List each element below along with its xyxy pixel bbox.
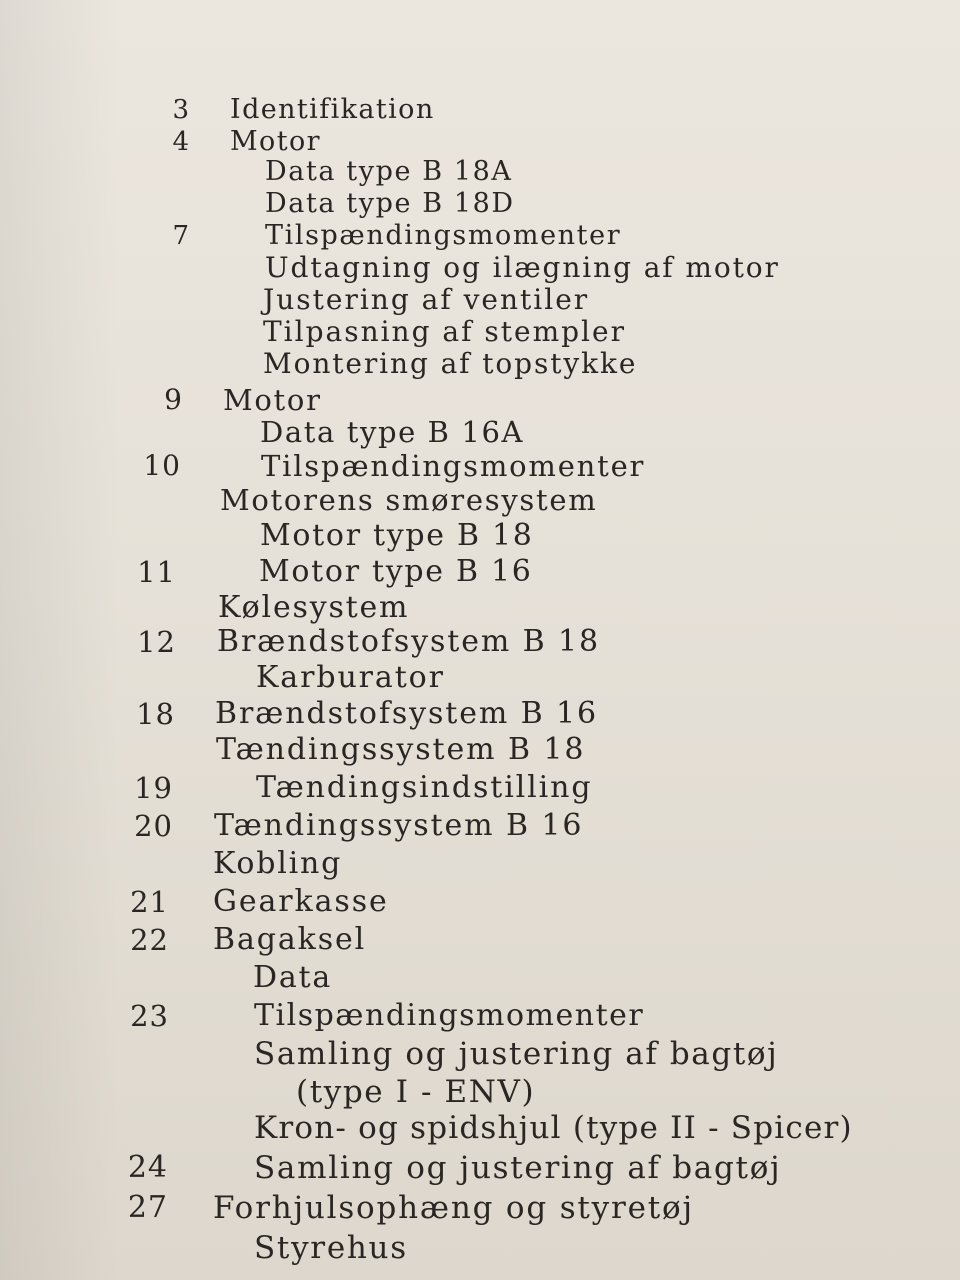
toc-entry bbox=[0, 1230, 960, 1266]
toc-entry-title: Data type B 18D bbox=[265, 188, 515, 219]
toc-entry bbox=[0, 808, 960, 844]
toc-entry-title: Data type B 16A bbox=[260, 415, 525, 449]
toc-entry bbox=[0, 92, 960, 128]
toc-page-number: 24 bbox=[127, 1150, 168, 1185]
toc-entry-title: Bagaksel bbox=[213, 922, 367, 957]
toc-entry bbox=[0, 770, 960, 806]
toc-page-number bbox=[116, 590, 176, 626]
toc-page-number: 22 bbox=[130, 923, 169, 957]
toc-entry-title: Tilspændingsmomenter bbox=[265, 220, 622, 251]
toc-page-number: 11 bbox=[137, 555, 176, 589]
toc-entry-title: Karburator bbox=[256, 660, 445, 695]
toc-entry-title: Tændingsindstilling bbox=[256, 770, 593, 805]
toc-entry-title: Motor bbox=[223, 383, 322, 417]
toc-entry-title: (type I - ENV) bbox=[296, 1074, 536, 1110]
toc-entry bbox=[0, 218, 960, 254]
toc-page-number: 12 bbox=[137, 625, 176, 659]
toc-entry bbox=[0, 624, 960, 660]
toc-entry-title: Tilspændingsmomenter bbox=[254, 998, 645, 1033]
toc-entry-title: Tændingssystem B 18 bbox=[216, 732, 586, 767]
toc-entry bbox=[0, 696, 960, 732]
toc-entry bbox=[0, 960, 960, 996]
toc-entry-title: Styrehus bbox=[254, 1230, 408, 1266]
toc-entry bbox=[0, 922, 960, 958]
toc-page-number bbox=[108, 1230, 168, 1266]
toc-page-number: 18 bbox=[136, 697, 175, 731]
toc-entry-title: Data bbox=[253, 960, 333, 995]
toc-entry bbox=[0, 314, 960, 350]
toc-entry bbox=[0, 448, 960, 484]
toc-entry bbox=[0, 732, 960, 768]
toc-page-number bbox=[130, 154, 190, 190]
toc-entry bbox=[0, 1074, 960, 1110]
toc-entry bbox=[0, 846, 960, 882]
toc-page-number: 10 bbox=[143, 449, 181, 482]
toc-entry-title: Montering af topstykke bbox=[263, 347, 638, 380]
toc-entry-title: Tilspændingsmomenter bbox=[261, 449, 646, 483]
toc-page-number bbox=[109, 1110, 169, 1146]
toc-page-number: 4 bbox=[172, 127, 190, 157]
toc-page-number bbox=[121, 482, 181, 518]
toc-entry bbox=[0, 346, 960, 382]
toc-entry bbox=[0, 590, 960, 626]
toc-page-number bbox=[130, 346, 190, 382]
toc-entry-title: Kron- og spidshjul (type II - Spicer) bbox=[254, 1110, 853, 1146]
toc-entry-title: Forhjulsophæng og styretøj bbox=[213, 1190, 694, 1226]
toc-entry bbox=[0, 884, 960, 920]
toc-page-number bbox=[109, 1074, 169, 1110]
toc-entry-title: Brændstofsystem B 18 bbox=[217, 624, 601, 659]
toc-entry-title: Motor bbox=[230, 126, 321, 157]
toc-entry-title: Justering af ventiler bbox=[263, 283, 590, 316]
toc-page-number bbox=[121, 518, 181, 554]
toc-page-number: 23 bbox=[130, 999, 169, 1033]
toc-entry bbox=[0, 154, 960, 190]
toc-page-number bbox=[115, 732, 175, 768]
toc-page-number bbox=[109, 1036, 169, 1072]
toc-entry-title: Motor type B 16 bbox=[259, 554, 533, 589]
toc-page-number bbox=[130, 186, 190, 222]
toc-page-number: 20 bbox=[134, 809, 173, 843]
toc-page-number bbox=[123, 414, 183, 450]
toc-entry-title: Kobling bbox=[213, 846, 343, 881]
toc-entry bbox=[0, 186, 960, 222]
toc-page-number: 19 bbox=[134, 771, 173, 805]
toc-entry bbox=[0, 554, 960, 590]
toc-entry-title: Motor type B 18 bbox=[260, 518, 534, 553]
toc-entry-title: Kølesystem bbox=[218, 590, 410, 625]
toc-entry-title: Udtagning og ilægning af motor bbox=[265, 251, 780, 284]
toc-entry-title: Brændstofsystem B 16 bbox=[215, 696, 599, 731]
toc-page-number: 21 bbox=[130, 885, 169, 919]
toc-entry bbox=[0, 414, 960, 450]
toc-page-number bbox=[130, 314, 190, 350]
toc-entry bbox=[0, 1190, 960, 1226]
toc-entry-title: Gearkasse bbox=[213, 884, 389, 919]
toc-entry-title: Data type B 18A bbox=[265, 156, 513, 187]
toc-page-number: 9 bbox=[164, 383, 183, 416]
toc-entry-title: Tilpasning af stempler bbox=[263, 315, 626, 348]
toc-entry bbox=[0, 382, 960, 418]
toc-page-number bbox=[113, 846, 173, 882]
toc-page-number bbox=[116, 660, 176, 696]
toc-page-number bbox=[130, 250, 190, 286]
toc-entry-title: Samling og justering af bagtøj bbox=[254, 1036, 779, 1072]
toc-page-number bbox=[130, 282, 190, 318]
toc-entry bbox=[0, 1150, 960, 1186]
toc-entry-title: Identifikation bbox=[230, 94, 435, 125]
toc-page-number: 7 bbox=[172, 221, 190, 251]
toc-entry bbox=[0, 998, 960, 1034]
toc-entry bbox=[0, 518, 960, 554]
toc-entry bbox=[0, 1036, 960, 1072]
toc-entry bbox=[0, 250, 960, 286]
toc-entry bbox=[0, 1110, 960, 1146]
toc-entry-title: Tændingssystem B 16 bbox=[214, 808, 584, 843]
toc-entry bbox=[0, 660, 960, 696]
toc-entry-title: Samling og justering af bagtøj bbox=[254, 1150, 782, 1186]
toc-entry-title: Motorens smøresystem bbox=[220, 483, 598, 517]
toc-entry bbox=[0, 282, 960, 318]
toc-page-number: 27 bbox=[127, 1190, 168, 1225]
toc-page-number: 3 bbox=[172, 95, 190, 125]
toc-entry bbox=[0, 482, 960, 518]
toc-page-number bbox=[109, 960, 169, 996]
